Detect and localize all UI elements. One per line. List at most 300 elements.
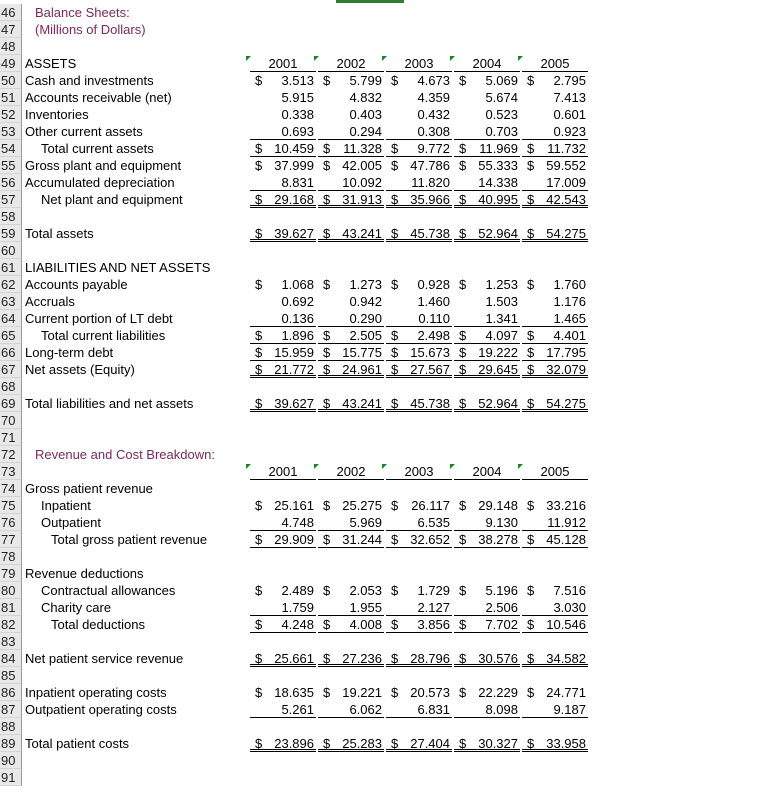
cell-number: 23.896 bbox=[274, 736, 314, 751]
currency-symbol: $ bbox=[391, 583, 399, 598]
value-cell[interactable] bbox=[250, 140, 316, 157]
value-cell[interactable] bbox=[318, 89, 384, 106]
currency-symbol: $ bbox=[527, 141, 535, 156]
cell-number: 25.661 bbox=[274, 651, 314, 666]
row-label[interactable]: Other current assets bbox=[25, 124, 143, 139]
row-label[interactable]: Total patient costs bbox=[25, 736, 130, 751]
row-header[interactable]: 52 bbox=[0, 106, 22, 123]
value-cell[interactable] bbox=[250, 72, 316, 89]
currency-symbol: $ bbox=[527, 158, 535, 173]
cell-number: 8.098 bbox=[485, 702, 518, 717]
value-cell[interactable] bbox=[318, 361, 384, 378]
value-cell[interactable] bbox=[386, 123, 452, 140]
value-cell[interactable] bbox=[454, 735, 520, 752]
row-header[interactable]: 51 bbox=[0, 89, 22, 106]
value-cell[interactable] bbox=[250, 531, 316, 548]
currency-symbol: $ bbox=[323, 192, 331, 207]
assets-header-row bbox=[23, 55, 776, 72]
cell-number: 15.959 bbox=[274, 345, 314, 360]
value-cell[interactable] bbox=[386, 599, 452, 616]
row-header[interactable]: 53 bbox=[0, 123, 22, 140]
row-header[interactable]: 80 bbox=[0, 582, 22, 599]
value-cell[interactable] bbox=[250, 735, 316, 752]
row-label[interactable]: Net patient service revenue bbox=[25, 651, 184, 666]
value-cell[interactable] bbox=[522, 582, 588, 599]
value-cell[interactable] bbox=[522, 361, 588, 378]
value-cell[interactable] bbox=[454, 123, 520, 140]
row-header[interactable]: 74 bbox=[0, 480, 22, 497]
value-cell[interactable] bbox=[522, 327, 588, 344]
value-cell[interactable] bbox=[318, 616, 384, 633]
row-header[interactable]: 78 bbox=[0, 548, 22, 565]
value-cell[interactable] bbox=[454, 89, 520, 106]
value-cell[interactable] bbox=[318, 140, 384, 157]
value-cell[interactable] bbox=[522, 531, 588, 548]
value-cell[interactable] bbox=[250, 497, 316, 514]
value-cell[interactable] bbox=[522, 310, 588, 327]
liability-row bbox=[23, 276, 776, 293]
cell-number: 35.966 bbox=[410, 192, 450, 207]
cell-number: 0.703 bbox=[485, 124, 518, 139]
value-cell[interactable] bbox=[318, 735, 384, 752]
year-header-cell[interactable]: 2003 bbox=[386, 463, 452, 480]
year-header-cell[interactable]: 2002 bbox=[318, 463, 384, 480]
row-header[interactable]: 75 bbox=[0, 497, 22, 514]
value-cell[interactable] bbox=[318, 123, 384, 140]
row-label[interactable]: Accruals bbox=[25, 294, 75, 309]
row-label[interactable]: Long-term debt bbox=[25, 345, 114, 360]
row-header[interactable]: 48 bbox=[0, 38, 22, 55]
liability-row bbox=[23, 361, 776, 378]
error-indicator-icon bbox=[382, 464, 387, 469]
value-cell[interactable] bbox=[318, 395, 384, 412]
currency-symbol: $ bbox=[255, 685, 263, 700]
value-cell[interactable] bbox=[386, 531, 452, 548]
value-cell[interactable] bbox=[250, 191, 316, 208]
currency-symbol: $ bbox=[527, 362, 535, 377]
value-cell[interactable] bbox=[522, 89, 588, 106]
row-header[interactable]: 90 bbox=[0, 752, 22, 769]
cell-number: 34.582 bbox=[546, 651, 586, 666]
row-header[interactable]: 76 bbox=[0, 514, 22, 531]
row-label[interactable]: Gross plant and equipment bbox=[25, 158, 182, 173]
value-cell[interactable] bbox=[250, 293, 316, 310]
cell-number: 39.627 bbox=[274, 226, 314, 241]
cell-number: 1.759 bbox=[281, 600, 314, 615]
value-cell[interactable] bbox=[386, 310, 452, 327]
value-cell[interactable] bbox=[522, 650, 588, 667]
row-label[interactable]: Inventories bbox=[25, 107, 89, 122]
value-cell[interactable] bbox=[386, 582, 452, 599]
value-cell[interactable] bbox=[454, 514, 520, 531]
row-label[interactable]: LIABILITIES AND NET ASSETS bbox=[25, 260, 211, 275]
deductions-header-row bbox=[23, 565, 776, 582]
row-label[interactable]: Cash and investments bbox=[25, 73, 154, 88]
row-header[interactable]: 61 bbox=[0, 259, 22, 276]
value-cell[interactable] bbox=[386, 140, 452, 157]
total-costs-row bbox=[23, 735, 776, 752]
value-cell[interactable] bbox=[522, 735, 588, 752]
value-cell[interactable] bbox=[318, 531, 384, 548]
value-cell[interactable] bbox=[250, 582, 316, 599]
cell-number: 45.738 bbox=[410, 396, 450, 411]
currency-symbol: $ bbox=[323, 583, 331, 598]
cell-number: 6.062 bbox=[349, 702, 382, 717]
year-header-cell[interactable]: 2001 bbox=[250, 463, 316, 480]
value-cell[interactable] bbox=[522, 140, 588, 157]
row-header[interactable]: 72 bbox=[0, 446, 22, 463]
row-header[interactable]: 87 bbox=[0, 701, 22, 718]
value-cell[interactable] bbox=[318, 327, 384, 344]
value-cell[interactable] bbox=[386, 735, 452, 752]
value-cell[interactable] bbox=[250, 310, 316, 327]
currency-symbol: $ bbox=[391, 73, 399, 88]
row-label[interactable]: Accounts receivable (net) bbox=[25, 90, 172, 105]
value-cell[interactable] bbox=[318, 497, 384, 514]
value-cell[interactable] bbox=[386, 650, 452, 667]
currency-symbol: $ bbox=[255, 226, 263, 241]
value-cell[interactable] bbox=[522, 395, 588, 412]
value-cell[interactable] bbox=[386, 344, 452, 361]
value-cell[interactable] bbox=[318, 599, 384, 616]
cell-number: 6.831 bbox=[417, 702, 450, 717]
year-header-cell[interactable]: 2001 bbox=[250, 55, 316, 72]
value-cell[interactable] bbox=[522, 276, 588, 293]
row-header[interactable]: 77 bbox=[0, 531, 22, 548]
row-header[interactable]: 55 bbox=[0, 157, 22, 174]
row-header[interactable]: 67 bbox=[0, 361, 22, 378]
currency-symbol: $ bbox=[459, 141, 467, 156]
value-cell[interactable] bbox=[386, 327, 452, 344]
currency-symbol: $ bbox=[459, 362, 467, 377]
cell-number: 5.196 bbox=[485, 583, 518, 598]
row-header[interactable]: 64 bbox=[0, 310, 22, 327]
year-header-cell[interactable]: 2005 bbox=[522, 463, 588, 480]
value-cell[interactable] bbox=[454, 582, 520, 599]
value-cell[interactable] bbox=[250, 157, 316, 174]
error-indicator-icon bbox=[518, 56, 523, 61]
row-header[interactable]: 65 bbox=[0, 327, 22, 344]
value-cell[interactable] bbox=[250, 650, 316, 667]
row-header[interactable]: 66 bbox=[0, 344, 22, 361]
cell-number: 4.008 bbox=[349, 617, 382, 632]
cell-number: 10.092 bbox=[342, 175, 382, 190]
row-label[interactable]: Inpatient bbox=[41, 498, 91, 513]
cell-number: 2.489 bbox=[281, 583, 314, 598]
value-cell[interactable] bbox=[522, 701, 588, 718]
value-cell[interactable] bbox=[522, 123, 588, 140]
value-cell[interactable] bbox=[318, 514, 384, 531]
cell-number: 2.506 bbox=[485, 600, 518, 615]
net-revenue-row bbox=[23, 650, 776, 667]
value-cell[interactable] bbox=[250, 395, 316, 412]
row-header[interactable]: 59 bbox=[0, 225, 22, 242]
row-header[interactable]: 68 bbox=[0, 378, 22, 395]
row-label[interactable]: Total deductions bbox=[51, 617, 145, 632]
value-cell[interactable] bbox=[454, 310, 520, 327]
gross-revenue-row bbox=[23, 531, 776, 548]
cell-number: 0.923 bbox=[553, 124, 586, 139]
value-cell[interactable] bbox=[386, 701, 452, 718]
row-label[interactable]: Revenue and Cost Breakdown: bbox=[35, 447, 215, 462]
row-label[interactable]: Total current assets bbox=[41, 141, 154, 156]
row-label[interactable]: Accounts payable bbox=[25, 277, 128, 292]
value-cell[interactable] bbox=[318, 157, 384, 174]
row-label[interactable]: (Millions of Dollars) bbox=[35, 22, 146, 37]
cell-number: 0.693 bbox=[281, 124, 314, 139]
value-cell[interactable] bbox=[386, 276, 452, 293]
value-cell[interactable] bbox=[386, 395, 452, 412]
value-cell[interactable] bbox=[250, 616, 316, 633]
value-cell[interactable] bbox=[250, 123, 316, 140]
currency-symbol: $ bbox=[527, 277, 535, 292]
row-label[interactable]: ASSETS bbox=[25, 56, 77, 71]
row-header[interactable]: 91 bbox=[0, 769, 22, 786]
value-cell[interactable] bbox=[454, 616, 520, 633]
cell-number: 27.236 bbox=[342, 651, 382, 666]
value-cell[interactable] bbox=[318, 276, 384, 293]
row-label[interactable]: Revenue deductions bbox=[25, 566, 144, 581]
value-cell[interactable] bbox=[454, 174, 520, 191]
value-cell[interactable] bbox=[250, 225, 316, 242]
value-cell[interactable] bbox=[522, 157, 588, 174]
value-cell[interactable] bbox=[454, 395, 520, 412]
currency-symbol: $ bbox=[323, 73, 331, 88]
row-header[interactable]: 88 bbox=[0, 718, 22, 735]
value-cell[interactable] bbox=[454, 531, 520, 548]
cell-number: 15.673 bbox=[410, 345, 450, 360]
row-header[interactable]: 50 bbox=[0, 72, 22, 89]
error-indicator-icon bbox=[450, 464, 455, 469]
value-cell[interactable] bbox=[318, 701, 384, 718]
value-cell[interactable] bbox=[386, 684, 452, 701]
currency-symbol: $ bbox=[527, 73, 535, 88]
row-header[interactable]: 63 bbox=[0, 293, 22, 310]
cell-number: 27.567 bbox=[410, 362, 450, 377]
row-header[interactable]: 83 bbox=[0, 633, 22, 650]
cell-number: 29.168 bbox=[274, 192, 314, 207]
currency-symbol: $ bbox=[391, 192, 399, 207]
currency-symbol: $ bbox=[255, 498, 263, 513]
row-header[interactable]: 58 bbox=[0, 208, 22, 225]
value-cell[interactable] bbox=[386, 106, 452, 123]
value-cell[interactable] bbox=[522, 191, 588, 208]
row-label[interactable]: Total assets bbox=[25, 226, 94, 241]
value-cell[interactable] bbox=[250, 327, 316, 344]
value-cell[interactable] bbox=[454, 497, 520, 514]
value-cell[interactable] bbox=[250, 361, 316, 378]
currency-symbol: $ bbox=[459, 328, 467, 343]
cell-number: 0.942 bbox=[349, 294, 382, 309]
value-cell[interactable] bbox=[250, 89, 316, 106]
value-cell[interactable] bbox=[386, 191, 452, 208]
row-label[interactable]: Outpatient bbox=[41, 515, 101, 530]
value-cell[interactable] bbox=[454, 225, 520, 242]
value-cell[interactable] bbox=[386, 225, 452, 242]
value-cell[interactable] bbox=[250, 276, 316, 293]
row-label[interactable]: Gross patient revenue bbox=[25, 481, 153, 496]
value-cell[interactable] bbox=[250, 106, 316, 123]
currency-symbol: $ bbox=[255, 651, 263, 666]
value-cell[interactable] bbox=[318, 310, 384, 327]
value-cell[interactable] bbox=[454, 276, 520, 293]
value-cell[interactable] bbox=[454, 344, 520, 361]
cell-number: 30.327 bbox=[478, 736, 518, 751]
cell-number: 5.799 bbox=[349, 73, 382, 88]
cell-number: 0.432 bbox=[417, 107, 450, 122]
cell-number: 14.338 bbox=[478, 175, 518, 190]
liability-row bbox=[23, 344, 776, 361]
row-label[interactable]: Current portion of LT debt bbox=[25, 311, 173, 326]
value-cell[interactable] bbox=[522, 497, 588, 514]
row-header[interactable]: 62 bbox=[0, 276, 22, 293]
error-indicator-icon bbox=[314, 56, 319, 61]
value-cell[interactable] bbox=[522, 72, 588, 89]
value-cell[interactable] bbox=[318, 684, 384, 701]
cell-number: 22.229 bbox=[478, 685, 518, 700]
cell-number: 3.856 bbox=[417, 617, 450, 632]
row-label[interactable]: Total current liabilities bbox=[41, 328, 166, 343]
cell-number: 1.253 bbox=[485, 277, 518, 292]
year-header-cell[interactable]: 2004 bbox=[454, 463, 520, 480]
row-label[interactable]: Accumulated depreciation bbox=[25, 175, 175, 190]
value-cell[interactable] bbox=[250, 701, 316, 718]
value-cell[interactable] bbox=[250, 174, 316, 191]
value-cell[interactable] bbox=[386, 361, 452, 378]
value-cell[interactable] bbox=[522, 684, 588, 701]
value-cell[interactable] bbox=[454, 293, 520, 310]
row-header[interactable]: 71 bbox=[0, 429, 22, 446]
cell-number: 10.546 bbox=[546, 617, 586, 632]
row-header[interactable]: 54 bbox=[0, 140, 22, 157]
value-cell[interactable] bbox=[386, 616, 452, 633]
value-cell[interactable] bbox=[318, 72, 384, 89]
currency-symbol: $ bbox=[255, 192, 263, 207]
currency-symbol: $ bbox=[255, 736, 263, 751]
currency-symbol: $ bbox=[391, 362, 399, 377]
row-header[interactable]: 49 bbox=[0, 55, 22, 72]
value-cell[interactable] bbox=[318, 582, 384, 599]
row-header[interactable]: 82 bbox=[0, 616, 22, 633]
currency-symbol: $ bbox=[391, 226, 399, 241]
value-cell[interactable] bbox=[386, 89, 452, 106]
currency-symbol: $ bbox=[323, 226, 331, 241]
year-header-cell[interactable]: 2004 bbox=[454, 55, 520, 72]
value-cell[interactable] bbox=[454, 327, 520, 344]
currency-symbol: $ bbox=[459, 192, 467, 207]
row-header[interactable]: 89 bbox=[0, 735, 22, 752]
value-cell[interactable] bbox=[454, 191, 520, 208]
currency-symbol: $ bbox=[391, 617, 399, 632]
cell-number: 17.795 bbox=[546, 345, 586, 360]
value-cell[interactable] bbox=[250, 344, 316, 361]
row-label[interactable]: Balance Sheets: bbox=[35, 5, 130, 20]
row-header[interactable]: 85 bbox=[0, 667, 22, 684]
value-cell[interactable] bbox=[318, 174, 384, 191]
value-cell[interactable] bbox=[386, 514, 452, 531]
value-cell[interactable] bbox=[522, 616, 588, 633]
cell-number: 11.912 bbox=[547, 515, 586, 530]
value-cell[interactable] bbox=[522, 293, 588, 310]
cell-number: 0.110 bbox=[418, 311, 450, 326]
value-cell[interactable] bbox=[454, 684, 520, 701]
asset-row bbox=[23, 72, 776, 89]
row-header[interactable]: 69 bbox=[0, 395, 22, 412]
row-label[interactable]: Total gross patient revenue bbox=[51, 532, 208, 547]
value-cell[interactable] bbox=[454, 140, 520, 157]
value-cell[interactable] bbox=[318, 225, 384, 242]
value-cell[interactable] bbox=[522, 514, 588, 531]
value-cell[interactable] bbox=[454, 106, 520, 123]
row-header[interactable]: 47 bbox=[0, 21, 22, 38]
row-label[interactable]: Net plant and equipment bbox=[41, 192, 183, 207]
value-cell[interactable] bbox=[250, 514, 316, 531]
value-cell[interactable] bbox=[522, 106, 588, 123]
year-header-cell[interactable]: 2005 bbox=[522, 55, 588, 72]
row-header[interactable]: 84 bbox=[0, 650, 22, 667]
cell-number: 0.308 bbox=[417, 124, 450, 139]
row-label[interactable]: Total liabilities and net assets bbox=[25, 396, 194, 411]
row-label[interactable]: Contractual allowances bbox=[41, 583, 176, 598]
value-cell[interactable] bbox=[386, 72, 452, 89]
currency-symbol: $ bbox=[255, 158, 263, 173]
value-cell[interactable] bbox=[522, 225, 588, 242]
value-cell[interactable] bbox=[454, 701, 520, 718]
value-cell[interactable] bbox=[454, 361, 520, 378]
value-cell[interactable] bbox=[522, 599, 588, 616]
value-cell[interactable] bbox=[386, 174, 452, 191]
row-header[interactable]: 73 bbox=[0, 463, 22, 480]
asset-row bbox=[23, 123, 776, 140]
year-header-cell[interactable]: 2003 bbox=[386, 55, 452, 72]
value-cell[interactable] bbox=[454, 157, 520, 174]
row-label[interactable]: Outpatient operating costs bbox=[25, 702, 177, 717]
value-cell[interactable] bbox=[386, 293, 452, 310]
value-cell[interactable] bbox=[318, 344, 384, 361]
cell-number: 4.748 bbox=[281, 515, 314, 530]
row-header[interactable]: 56 bbox=[0, 174, 22, 191]
row-header[interactable]: 60 bbox=[0, 242, 22, 259]
row-header[interactable]: 46 bbox=[0, 4, 22, 21]
row-label[interactable]: Net assets (Equity) bbox=[25, 362, 135, 377]
cell-number: 11.969 bbox=[479, 141, 518, 156]
value-cell[interactable] bbox=[522, 344, 588, 361]
currency-symbol: $ bbox=[323, 736, 331, 751]
value-cell[interactable] bbox=[522, 174, 588, 191]
value-cell[interactable] bbox=[250, 684, 316, 701]
year-header-cell[interactable]: 2002 bbox=[318, 55, 384, 72]
row-header[interactable]: 70 bbox=[0, 412, 22, 429]
value-cell[interactable] bbox=[454, 599, 520, 616]
value-cell[interactable] bbox=[318, 293, 384, 310]
value-cell[interactable] bbox=[318, 191, 384, 208]
value-cell[interactable] bbox=[318, 106, 384, 123]
value-cell[interactable] bbox=[318, 650, 384, 667]
value-cell[interactable] bbox=[386, 497, 452, 514]
cell-number: 9.130 bbox=[485, 515, 518, 530]
cell-number: 1.503 bbox=[485, 294, 518, 309]
value-cell[interactable] bbox=[386, 157, 452, 174]
row-label[interactable]: Charity care bbox=[41, 600, 112, 615]
row-header[interactable]: 79 bbox=[0, 565, 22, 582]
row-header[interactable]: 57 bbox=[0, 191, 22, 208]
value-cell[interactable] bbox=[454, 72, 520, 89]
row-header[interactable]: 81 bbox=[0, 599, 22, 616]
value-cell[interactable] bbox=[250, 599, 316, 616]
value-cell[interactable] bbox=[454, 650, 520, 667]
row-label[interactable]: Inpatient operating costs bbox=[25, 685, 167, 700]
row-header[interactable]: 86 bbox=[0, 684, 22, 701]
